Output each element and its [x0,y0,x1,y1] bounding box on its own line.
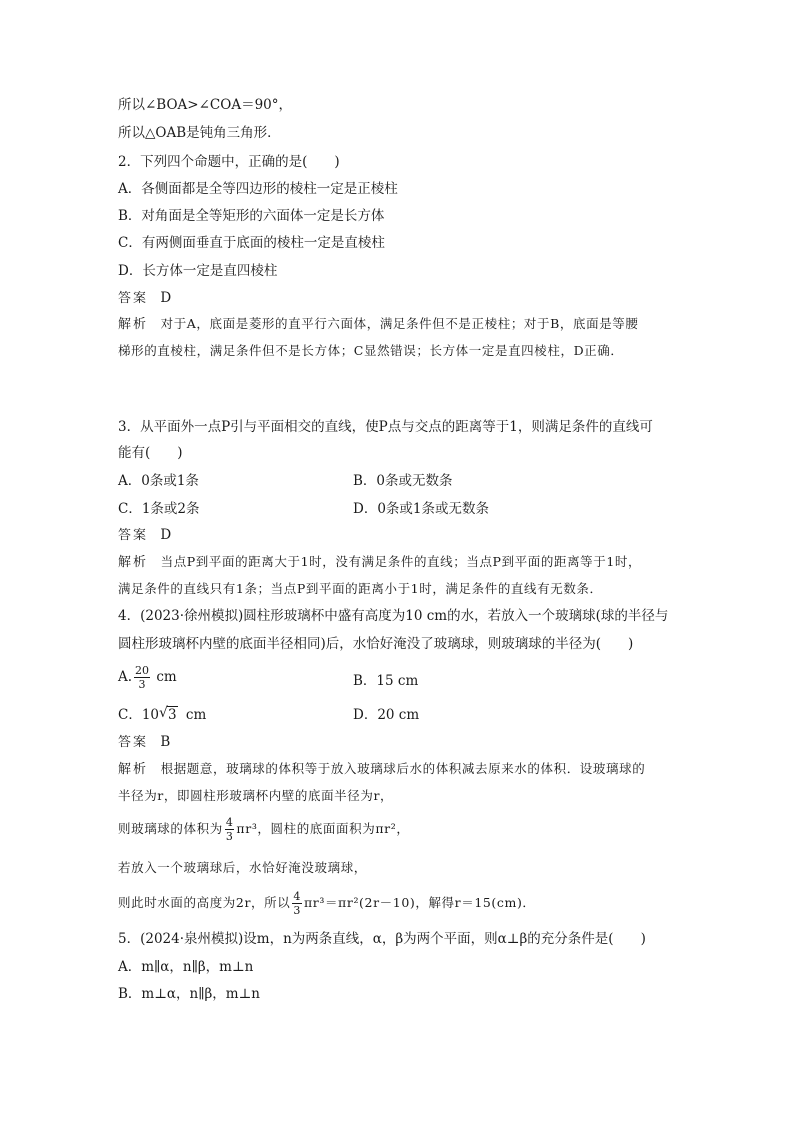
question-3-option-d: D．0条或1条或无数条 [353,501,490,517]
fraction-numerator: 20 [135,664,150,677]
explanation-text: 则此时水面的高度为2r，所以 [118,895,291,910]
question-2-option-d: D．长方体一定是直四棱柱 [118,263,278,279]
question-4-explanation-line-4: 若放入一个玻璃球后，水恰好淹没玻璃球， [118,860,367,875]
question-2-option-b: B．对角面是全等矩形的六面体一定是长方体 [118,208,385,224]
question-4-option-b: B．15 cm [353,673,419,689]
question-5-option-b: B．m⊥α，n∥β，m⊥n [118,986,260,1002]
explanation-label: 解析 [118,555,149,570]
question-3-stem-line-1: 3．从平面外一点P引与平面相交的直线，使P点与交点的距离等于1，则满足条件的直线可 [118,419,653,435]
question-3-option-a: A．0条或1条 [118,473,199,489]
question-5-stem: 5．(2024·泉州模拟)设m，n为两条直线，α，β为两个平面，则α⊥β的充分条件是( ) [118,931,646,947]
option-prefix: A. [118,669,133,685]
option-prefix: C．10 [118,707,160,723]
question-4-option-a [118,664,177,691]
fraction [292,890,302,917]
explanation-text: πr³＝πr²(2r－10)，解得r＝15(cm)． [303,895,536,910]
fraction-denominator: 3 [225,830,234,843]
question-4-explanation-line-3 [118,816,409,843]
unit: cm [156,669,177,685]
explanation-text: 则玻璃球的体积为 [118,821,223,836]
answer-value: D [160,290,172,306]
question-2-stem: 2．下列四个命题中，正确的是( ) [118,154,340,170]
question-4-stem-line-2: 圆柱形玻璃杯内壁的底面半径相同)后，水恰好淹没了玻璃球，则玻璃球的半径为( ) [118,636,634,652]
explanation-text: 对于A，底面是菱形的直平行六面体，满足条件但不是正棱柱；对于B，底面是等腰 [160,316,639,331]
question-5-option-a: A．m∥α，n∥β，m⊥n [118,959,254,975]
square-root [159,705,178,725]
question-4-option-c [118,705,206,725]
question-3-stem-line-2: 能有( ) [118,445,183,461]
fraction [225,816,235,843]
radical-sign-icon: √ [159,705,168,721]
explanation-text: 当点P到平面的距离大于1时，没有满足条件的直线；当点P到平面的距离等于1时， [160,554,642,569]
answer-value: B [160,734,171,750]
explanation-label: 解析 [118,762,149,777]
answer-label: 答案 [118,528,149,543]
question-2-explanation-line-2: 梯形的直棱柱，满足条件但不是长方体；C显然错误；长方体一定是直四棱柱，D正确． [118,343,624,358]
unit: cm [185,707,207,723]
question-3-explanation-line-2: 满足条件的直线只有1条；当点P到平面的距离小于1时，满足条件的直线有无数条． [118,581,603,596]
question-3-explanation-line-1 [118,552,641,573]
answer-value: D [160,527,172,543]
fraction-denominator: 3 [138,678,146,691]
fraction-numerator: 4 [225,816,234,829]
fraction-numerator: 4 [293,890,301,903]
question-2-option-a: A．各侧面都是全等四边形的棱柱一定是正棱柱 [118,181,398,197]
answer-label: 答案 [118,291,149,306]
explanation-label: 解析 [118,317,149,332]
question-2-explanation-line-1 [118,314,639,335]
fraction [134,664,150,691]
question-3-option-b: B．0条或无数条 [353,473,453,489]
question-4-answer [118,732,170,753]
fraction-denominator: 3 [293,904,301,917]
question-2-option-c: C．有两侧面垂直于底面的棱柱一定是直棱柱 [118,235,385,251]
answer-label: 答案 [118,735,149,750]
explanation-text: 根据题意，玻璃球的体积等于放入玻璃球后水的体积减去原来水的体积．设玻璃球的 [160,761,646,776]
question-4-explanation-line-5 [118,890,536,917]
question-3-option-c: C．1条或2条 [118,501,200,517]
question-4-stem-line-1: 4．(2023·徐州模拟)圆柱形玻璃杯中盛有高度为10 cm的水，若放入一个玻璃球(球的半径与 [118,608,669,624]
question-4-option-d: D．20 cm [353,707,420,723]
radicand: 3 [168,707,177,723]
text-line: 所以∠BOA>∠COA＝90°， [118,97,292,113]
question-3-answer [118,525,171,546]
question-4-explanation-line-1 [118,759,645,780]
question-4-explanation-line-2: 半径为r，即圆柱形玻璃杯内壁的底面半径为r， [118,788,394,803]
question-2-answer [118,288,171,309]
explanation-text: πr³，圆柱的底面面积为πr²， [236,821,410,836]
text-line: 所以△OAB是钝角三角形． [118,125,281,141]
